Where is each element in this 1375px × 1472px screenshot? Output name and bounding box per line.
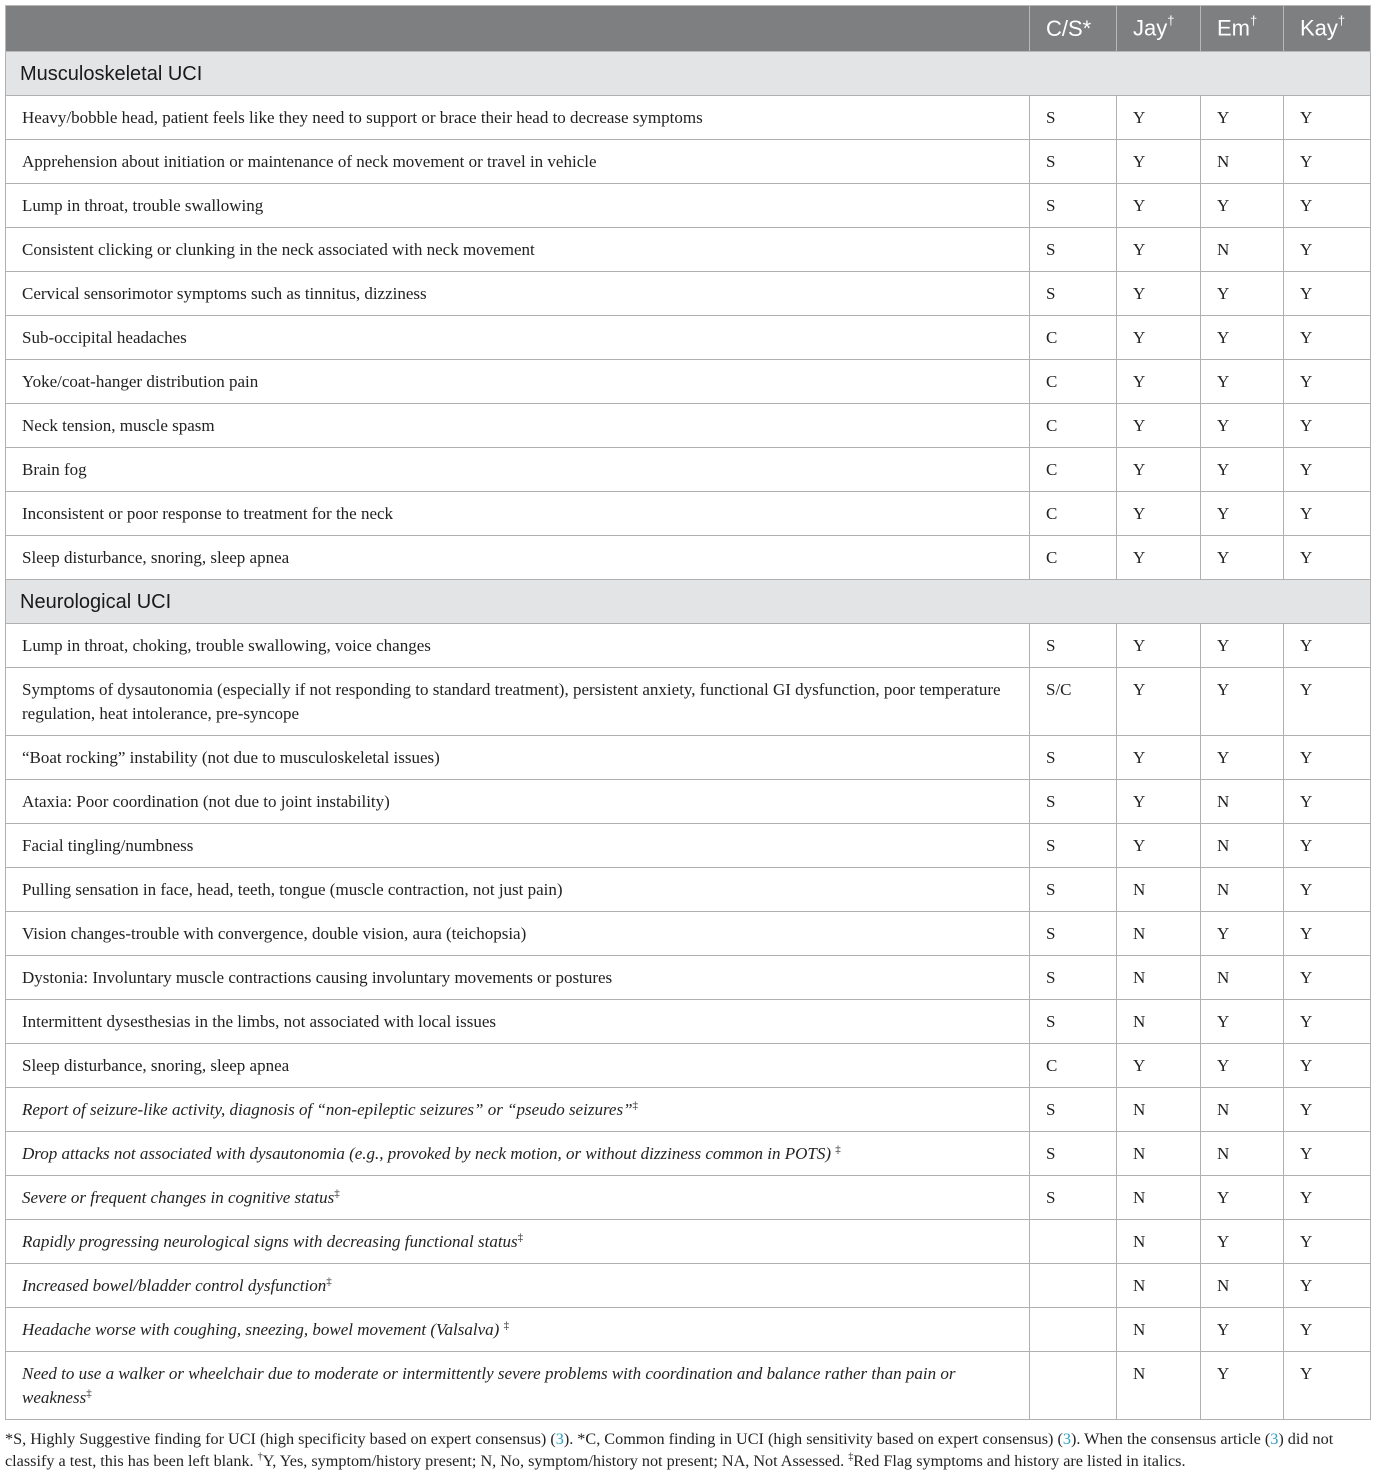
em-cell: N: [1201, 228, 1284, 272]
em-cell: Y: [1201, 1220, 1284, 1264]
cs-cell: C: [1030, 360, 1117, 404]
symptom-cell: [6, 448, 1030, 492]
jay-cell: Y: [1117, 824, 1201, 868]
header-description: [6, 6, 1030, 52]
table-header: [6, 6, 1371, 52]
table-row: [6, 1264, 1371, 1308]
cs-cell: S: [1030, 96, 1117, 140]
symptom-text: Apprehension about initiation or maintenance of neck movement or travel in vehicle: [22, 152, 597, 171]
jay-cell: Y: [1117, 492, 1201, 536]
jay-cell: Y: [1117, 624, 1201, 668]
dagger-mark: †: [1167, 13, 1175, 29]
kay-cell: Y: [1284, 736, 1371, 780]
em-cell: Y: [1201, 1000, 1284, 1044]
jay-cell: Y: [1117, 404, 1201, 448]
em-cell: Y: [1201, 316, 1284, 360]
jay-cell: N: [1117, 868, 1201, 912]
em-cell: Y: [1201, 96, 1284, 140]
red-flag-mark: ‡: [86, 1387, 92, 1400]
symptom-text: Facial tingling/numbness: [22, 836, 194, 855]
em-cell: Y: [1201, 1044, 1284, 1088]
table-container: [5, 5, 1370, 1472]
red-flag-mark: ‡: [632, 1099, 639, 1112]
em-cell: N: [1201, 824, 1284, 868]
kay-cell: Y: [1284, 1000, 1371, 1044]
symptom-text: Symptoms of dysautonomia (especially if not responding to standard treatment), persistent anxiety, functional GI dysfunction, poor temperature regulation, heat intolerance, pre-syncope: [22, 680, 1001, 723]
table-row: [6, 1000, 1371, 1044]
kay-cell: Y: [1284, 448, 1371, 492]
symptom-text: Vision changes-trouble with convergence, double vision, aura (teichopsia): [22, 924, 527, 943]
symptom-text: Brain fog: [22, 460, 87, 479]
header-em: Em†: [1201, 6, 1284, 52]
symptom-text: Headache worse with coughing, sneezing, bowel movement (Valsalva): [22, 1320, 504, 1339]
symptom-cell: [6, 1352, 1030, 1420]
symptom-text: Neck tension, muscle spasm: [22, 416, 215, 435]
cs-cell: C: [1030, 492, 1117, 536]
kay-cell: Y: [1284, 272, 1371, 316]
header-kay: Kay†: [1284, 6, 1371, 52]
symptom-text: Rapidly progressing neurological signs with decreasing functional status: [22, 1232, 518, 1251]
table-row: [6, 272, 1371, 316]
jay-cell: N: [1117, 1220, 1201, 1264]
cs-cell: C: [1030, 448, 1117, 492]
symptom-cell: [6, 1088, 1030, 1132]
jay-cell: Y: [1117, 140, 1201, 184]
em-cell: Y: [1201, 448, 1284, 492]
red-flag-mark: ‡: [517, 1231, 524, 1244]
em-cell: N: [1201, 868, 1284, 912]
table-row: [6, 956, 1371, 1000]
kay-cell: Y: [1284, 780, 1371, 824]
reference-link[interactable]: 3: [1270, 1430, 1279, 1448]
cs-cell: S: [1030, 824, 1117, 868]
table-row: [6, 1044, 1371, 1088]
section-title: Neurological UCI: [6, 580, 1371, 624]
kay-cell: Y: [1284, 96, 1371, 140]
em-cell: N: [1201, 780, 1284, 824]
table-row: [6, 1308, 1371, 1352]
em-cell: N: [1201, 1088, 1284, 1132]
symptom-text: Consistent clicking or clunking in the neck associated with neck movement: [22, 240, 535, 259]
cs-cell: S: [1030, 1000, 1117, 1044]
jay-cell: Y: [1117, 536, 1201, 580]
symptom-cell: [6, 868, 1030, 912]
kay-cell: Y: [1284, 624, 1371, 668]
symptom-cell: [6, 228, 1030, 272]
kay-cell: Y: [1284, 228, 1371, 272]
jay-cell: N: [1117, 1352, 1201, 1420]
table-row: [6, 1220, 1371, 1264]
em-cell: Y: [1201, 1352, 1284, 1420]
em-cell: Y: [1201, 1308, 1284, 1352]
em-cell: Y: [1201, 1176, 1284, 1220]
cs-cell: C: [1030, 404, 1117, 448]
symptom-text: Severe or frequent changes in cognitive status: [22, 1188, 335, 1207]
cs-cell: [1030, 1264, 1117, 1308]
symptom-cell: [6, 736, 1030, 780]
kay-cell: Y: [1284, 1176, 1371, 1220]
kay-cell: Y: [1284, 912, 1371, 956]
em-cell: Y: [1201, 360, 1284, 404]
section-title: Musculoskeletal UCI: [6, 52, 1371, 96]
symptom-text: Sleep disturbance, snoring, sleep apnea: [22, 1056, 290, 1075]
jay-cell: N: [1117, 1176, 1201, 1220]
jay-cell: Y: [1117, 736, 1201, 780]
kay-cell: Y: [1284, 956, 1371, 1000]
symptom-text: Cervical sensorimotor symptoms such as tinnitus, dizziness: [22, 284, 427, 303]
table-footnote: *S, Highly Suggestive finding for UCI (high specificity based on expert consensus) (3). *C, Common finding in UCI (high sensitivity based on expert consensus) (3). When the consensus article (3) did not classify a test, this has been left blank. †Y, Yes, symptom/history present; N, No, symptom/history not present; NA, Not Assessed. ‡Red Flag symptoms and history are listed in italics.: [5, 1430, 1334, 1470]
cs-cell: [1030, 1308, 1117, 1352]
em-cell: Y: [1201, 912, 1284, 956]
symptom-text: Lump in throat, trouble swallowing: [22, 196, 264, 215]
table-row: [6, 1132, 1371, 1176]
table-row: [6, 912, 1371, 956]
reference-link[interactable]: 3: [555, 1430, 564, 1448]
jay-cell: Y: [1117, 360, 1201, 404]
symptom-text: Sleep disturbance, snoring, sleep apnea: [22, 548, 290, 567]
em-cell: Y: [1201, 404, 1284, 448]
kay-cell: Y: [1284, 1308, 1371, 1352]
symptom-cell: [6, 912, 1030, 956]
reference-link[interactable]: 3: [1062, 1430, 1071, 1448]
symptom-cell: [6, 360, 1030, 404]
kay-cell: Y: [1284, 184, 1371, 228]
kay-cell: Y: [1284, 1044, 1371, 1088]
dagger-mark: †: [1337, 13, 1346, 29]
symptom-cell: [6, 96, 1030, 140]
red-flag-mark: ‡: [503, 1319, 510, 1332]
header-cs: C/S*: [1030, 6, 1117, 52]
kay-cell: Y: [1284, 140, 1371, 184]
jay-cell: N: [1117, 912, 1201, 956]
cs-cell: S: [1030, 736, 1117, 780]
section-header-row: [6, 52, 1371, 96]
symptom-text: Yoke/coat-hanger distribution pain: [22, 372, 259, 391]
symptom-cell: [6, 492, 1030, 536]
symptom-cell: [6, 1308, 1030, 1352]
em-cell: N: [1201, 1264, 1284, 1308]
kay-cell: Y: [1284, 360, 1371, 404]
table-row: [6, 448, 1371, 492]
jay-cell: N: [1117, 1264, 1201, 1308]
table-row: [6, 624, 1371, 668]
kay-cell: Y: [1284, 868, 1371, 912]
symptom-text: Lump in throat, choking, trouble swallowing, voice changes: [22, 636, 431, 655]
kay-cell: Y: [1284, 404, 1371, 448]
symptom-cell: [6, 184, 1030, 228]
cs-cell: S: [1030, 1088, 1117, 1132]
symptom-text: Drop attacks not associated with dysautonomia (e.g., provoked by neck motion, or without dizziness common in POTS): [22, 1144, 836, 1163]
kay-cell: Y: [1284, 824, 1371, 868]
symptom-cell: [6, 780, 1030, 824]
symptom-cell: [6, 668, 1030, 736]
table-row: [6, 868, 1371, 912]
kay-cell: Y: [1284, 1352, 1371, 1420]
symptom-text: Sub-occipital headaches: [22, 328, 187, 347]
table-row: [6, 736, 1371, 780]
jay-cell: Y: [1117, 780, 1201, 824]
cs-cell: [1030, 1352, 1117, 1420]
table-row: [6, 404, 1371, 448]
jay-cell: Y: [1117, 96, 1201, 140]
symptom-cell: [6, 824, 1030, 868]
em-cell: Y: [1201, 668, 1284, 736]
table-row: [6, 360, 1371, 404]
jay-cell: N: [1117, 1000, 1201, 1044]
cs-cell: S: [1030, 868, 1117, 912]
em-cell: Y: [1201, 736, 1284, 780]
cs-cell: S: [1030, 780, 1117, 824]
kay-cell: Y: [1284, 536, 1371, 580]
symptom-cell: [6, 1176, 1030, 1220]
table-row: [6, 1352, 1371, 1420]
symptom-text: Inconsistent or poor response to treatment for the neck: [22, 504, 394, 523]
table-row: [6, 536, 1371, 580]
jay-cell: Y: [1117, 316, 1201, 360]
kay-cell: Y: [1284, 668, 1371, 736]
symptom-cell: [6, 1000, 1030, 1044]
jay-cell: Y: [1117, 1044, 1201, 1088]
table-row: [6, 492, 1371, 536]
symptom-cell: [6, 316, 1030, 360]
symptom-cell: [6, 404, 1030, 448]
table-row: [6, 668, 1371, 736]
jay-cell: Y: [1117, 184, 1201, 228]
cs-cell: [1030, 1220, 1117, 1264]
cs-cell: S: [1030, 184, 1117, 228]
symptom-cell: [6, 1044, 1030, 1088]
jay-cell: N: [1117, 1132, 1201, 1176]
jay-cell: Y: [1117, 668, 1201, 736]
symptom-text: “Boat rocking” instability (not due to musculoskeletal issues): [22, 748, 440, 767]
cs-cell: S: [1030, 228, 1117, 272]
jay-cell: Y: [1117, 228, 1201, 272]
table-row: [6, 228, 1371, 272]
symptom-text: Dystonia: Involuntary muscle contractions causing involuntary movements or postures: [22, 968, 613, 987]
em-cell: Y: [1201, 272, 1284, 316]
symptom-cell: [6, 1264, 1030, 1308]
symptom-text: Ataxia: Poor coordination (not due to joint instability): [22, 792, 390, 811]
kay-cell: Y: [1284, 316, 1371, 360]
table-row: [6, 316, 1371, 360]
red-flag-mark: ‡: [326, 1275, 332, 1288]
table-row: [6, 780, 1371, 824]
cs-cell: S: [1030, 140, 1117, 184]
symptom-cell: [6, 536, 1030, 580]
em-cell: Y: [1201, 624, 1284, 668]
table-row: [6, 1176, 1371, 1220]
kay-cell: Y: [1284, 1088, 1371, 1132]
jay-cell: N: [1117, 956, 1201, 1000]
table-row: [6, 140, 1371, 184]
jay-cell: Y: [1117, 448, 1201, 492]
em-cell: N: [1201, 1132, 1284, 1176]
em-cell: Y: [1201, 536, 1284, 580]
symptom-text: Increased bowel/bladder control dysfunction: [22, 1276, 327, 1295]
jay-cell: Y: [1117, 272, 1201, 316]
table-row: [6, 1088, 1371, 1132]
red-flag-mark: ‡: [334, 1187, 340, 1200]
jay-cell: N: [1117, 1308, 1201, 1352]
kay-cell: Y: [1284, 1264, 1371, 1308]
symptom-text: Heavy/bobble head, patient feels like they need to support or brace their head to decrease symptoms: [22, 108, 703, 127]
symptom-cell: [6, 1220, 1030, 1264]
symptom-text: Report of seizure-like activity, diagnosis of “non-epileptic seizures” or “pseudo seizures”: [22, 1100, 633, 1119]
symptom-cell: [6, 956, 1030, 1000]
table-body: [6, 52, 1371, 1420]
kay-cell: Y: [1284, 1220, 1371, 1264]
cs-cell: C: [1030, 536, 1117, 580]
table-row: [6, 824, 1371, 868]
symptom-cell: [6, 140, 1030, 184]
cs-cell: C: [1030, 316, 1117, 360]
cs-cell: S: [1030, 1132, 1117, 1176]
em-cell: Y: [1201, 492, 1284, 536]
cs-cell: S/C: [1030, 668, 1117, 736]
symptom-cell: [6, 624, 1030, 668]
symptom-text: Intermittent dysesthesias in the limbs, not associated with local issues: [22, 1012, 497, 1031]
kay-cell: Y: [1284, 1132, 1371, 1176]
dagger-mark: †: [1250, 13, 1258, 29]
symptom-cell: [6, 1132, 1030, 1176]
red-flag-mark: ‡: [835, 1143, 841, 1156]
table-row: [6, 96, 1371, 140]
cs-cell: S: [1030, 624, 1117, 668]
kay-cell: Y: [1284, 492, 1371, 536]
section-header-row: [6, 580, 1371, 624]
cs-cell: S: [1030, 912, 1117, 956]
jay-cell: N: [1117, 1088, 1201, 1132]
em-cell: Y: [1201, 184, 1284, 228]
cs-cell: S: [1030, 272, 1117, 316]
symptom-cell: [6, 272, 1030, 316]
header-jay: Jay†: [1117, 6, 1201, 52]
uci-symptom-table: [5, 5, 1371, 1420]
symptom-text: Need to use a walker or wheelchair due to moderate or intermittently severe problems with coordination and balance rather than pain or weakness: [22, 1364, 956, 1407]
symptom-text: Pulling sensation in face, head, teeth, tongue (muscle contraction, not just pain): [22, 880, 563, 899]
cs-cell: C: [1030, 1044, 1117, 1088]
cs-cell: S: [1030, 956, 1117, 1000]
em-cell: N: [1201, 140, 1284, 184]
table-row: [6, 184, 1371, 228]
em-cell: N: [1201, 956, 1284, 1000]
cs-cell: S: [1030, 1176, 1117, 1220]
